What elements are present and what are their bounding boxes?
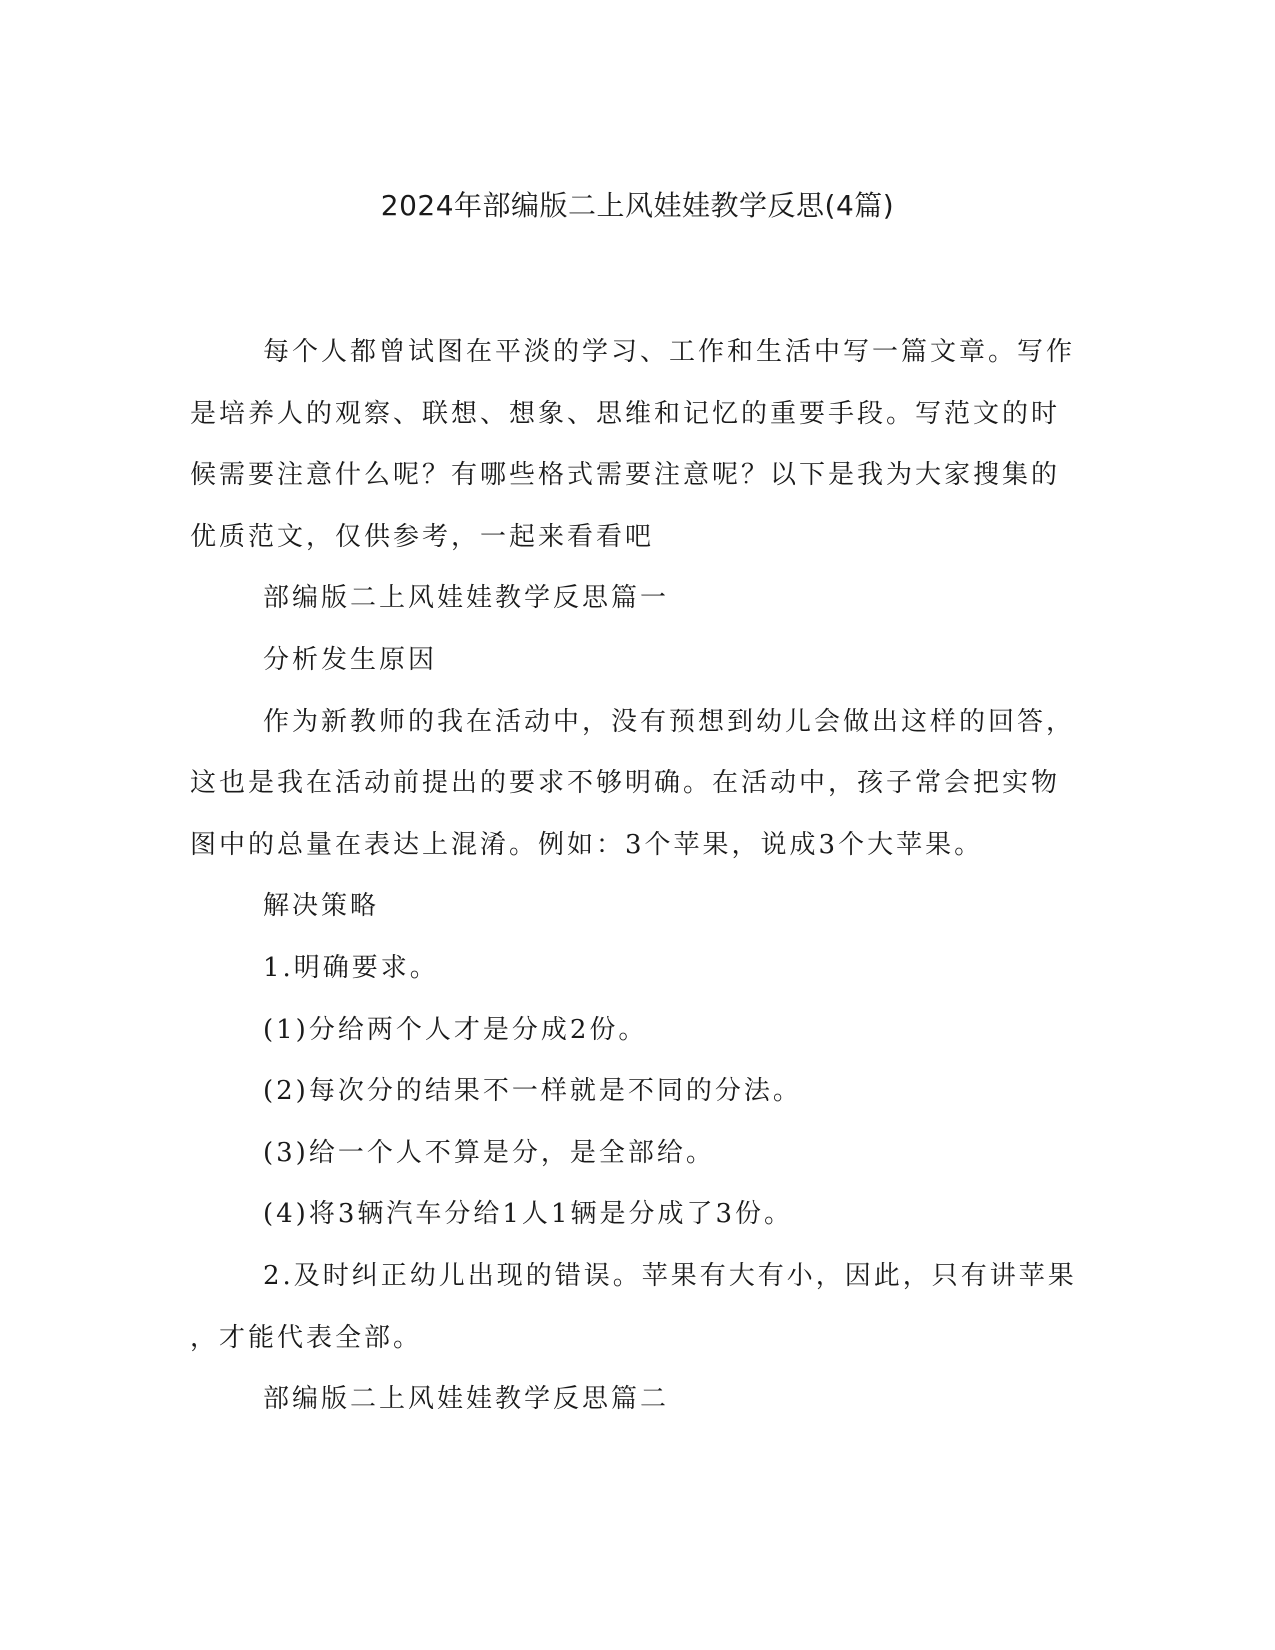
paragraph-line: 每个人都曾试图在平淡的学习、工作和生活中写一篇文章。写作 [263,337,1076,367]
subheading: 分析发生原因 [263,644,438,675]
list-item: (4)将3辆汽车分给1人1辆是分成了3份。 [263,1199,793,1230]
list-item: (3)给一个人不算是分，是全部给。 [263,1137,715,1168]
list-item: 1.明确要求。 [263,952,439,983]
paragraph-line: ，才能代表全部。 [190,1322,423,1353]
paragraph-line: 这也是我在活动前提出的要求不够明确。在活动中，孩子常会把实物 [190,768,1061,799]
paragraph-line: 图中的总量在表达上混淆。例如：3个苹果，说成3个大苹果。 [190,829,984,860]
list-item: 2.及时纠正幼儿出现的错误。苹果有大有小，因此，只有讲苹果 [263,1260,1077,1291]
paragraph-line: 优质范文，仅供参考，一起来看看吧 [190,521,655,552]
paragraph-line: 是培养人的观察、联想、想象、思维和记忆的重要手段。写范文的时 [190,398,1061,429]
document-title: 2024年部编版二上风娃娃教学反思(4篇) [380,189,895,222]
subheading: 解决策略 [263,891,380,922]
list-item: (2)每次分的结果不一样就是不同的分法。 [263,1076,802,1107]
section-heading: 部编版二上风娃娃教学反思篇二 [263,1384,670,1415]
section-heading: 部编版二上风娃娃教学反思篇一 [263,583,670,614]
paragraph-line: 作为新教师的我在活动中，没有预想到幼儿会做出这样的回答， [263,706,1076,737]
document-body [190,322,1085,1431]
list-item: (1)分给两个人才是分成2份。 [263,1014,648,1045]
paragraph-line: 候需要注意什么呢？有哪些格式需要注意呢？以下是我为大家搜集的 [190,460,1061,491]
